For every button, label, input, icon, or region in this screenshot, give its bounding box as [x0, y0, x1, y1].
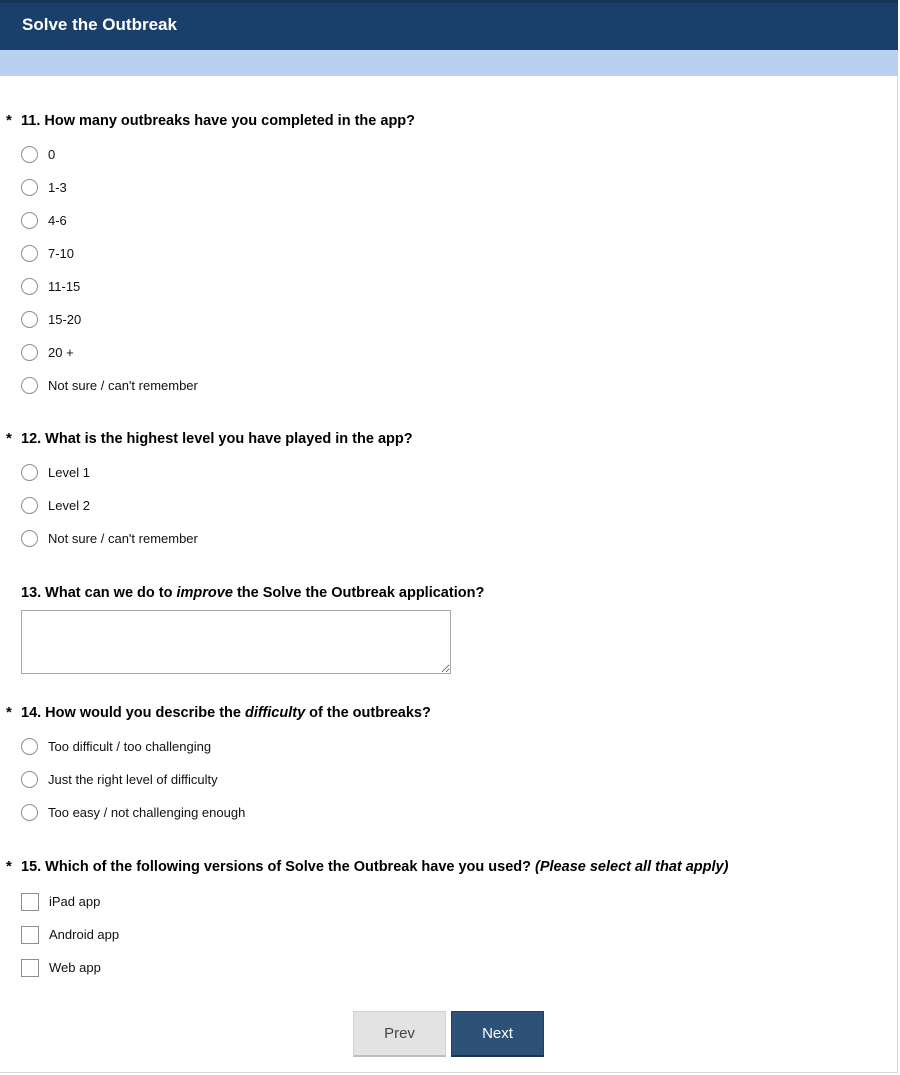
- radio-button[interactable]: [21, 311, 38, 328]
- question-15: [0, 858, 880, 984]
- question-13: [0, 584, 880, 602]
- option-label: Web app: [49, 960, 101, 975]
- q14-option[interactable]: [0, 796, 880, 829]
- required-marker: *: [6, 112, 12, 129]
- option-label: Just the right level of difficulty: [48, 772, 218, 787]
- required-marker: *: [6, 430, 12, 447]
- q12-option[interactable]: [0, 456, 880, 489]
- required-marker: *: [6, 858, 12, 875]
- radio-button[interactable]: [21, 377, 38, 394]
- q11-option[interactable]: [0, 204, 880, 237]
- option-label: 0: [48, 147, 56, 162]
- q11-option[interactable]: [0, 369, 880, 402]
- radio-button[interactable]: [21, 179, 38, 196]
- q12-option[interactable]: [0, 522, 880, 555]
- q11-option[interactable]: [0, 336, 880, 369]
- radio-button[interactable]: [21, 464, 38, 481]
- option-label: 15-20: [48, 312, 82, 327]
- option-label: 7-10: [48, 246, 75, 261]
- radio-button[interactable]: [21, 344, 38, 361]
- checkbox[interactable]: [21, 959, 39, 977]
- option-label: Level 2: [48, 498, 90, 513]
- option-label: 20 +: [48, 345, 74, 360]
- question-12: [0, 430, 880, 555]
- q15-option[interactable]: [0, 951, 880, 984]
- question-11: [0, 112, 880, 402]
- checkbox[interactable]: [21, 893, 39, 911]
- option-label: Too difficult / too challenging: [48, 739, 212, 754]
- next-button[interactable]: Next: [451, 1011, 544, 1057]
- option-label: 1-3: [48, 180, 67, 195]
- q11-option[interactable]: [0, 237, 880, 270]
- option-label: 4-6: [48, 213, 67, 228]
- required-marker: *: [6, 704, 12, 721]
- q11-option[interactable]: [0, 138, 880, 171]
- option-label: Level 1: [48, 465, 90, 480]
- improve-feedback-textarea[interactable]: [21, 610, 451, 674]
- q12-option[interactable]: [0, 489, 880, 522]
- question-12-title: * 12. What is the highest level you have played in the app?: [6, 430, 413, 447]
- q11-option[interactable]: [0, 171, 880, 204]
- checkbox[interactable]: [21, 926, 39, 944]
- radio-button[interactable]: [21, 530, 38, 547]
- question-14-title: * 14. How would you describe the difficulty of the outbreaks?: [6, 704, 431, 721]
- question-14: [0, 704, 880, 829]
- survey-title: Solve the Outbreak: [22, 15, 177, 34]
- option-label: Too easy / not challenging enough: [48, 805, 246, 820]
- progress-bar-strip: [0, 50, 898, 76]
- radio-button[interactable]: [21, 146, 38, 163]
- question-11-title: * 11. How many outbreaks have you completed in the app?: [6, 112, 416, 129]
- prev-button[interactable]: Prev: [353, 1011, 446, 1057]
- option-label: Android app: [49, 927, 120, 942]
- q14-option[interactable]: [0, 730, 880, 763]
- option-label: Not sure / can't remember: [48, 531, 198, 546]
- question-15-title: * 15. Which of the following versions of Solve the Outbreak have you used? (Please select all that apply): [6, 858, 729, 875]
- q15-option[interactable]: [0, 918, 880, 951]
- q14-option[interactable]: [0, 763, 880, 796]
- radio-button[interactable]: [21, 278, 38, 295]
- q15-option[interactable]: [0, 885, 880, 918]
- q11-option[interactable]: [0, 303, 880, 336]
- header-bar: [0, 0, 898, 50]
- radio-button[interactable]: [21, 804, 38, 821]
- radio-button[interactable]: [21, 245, 38, 262]
- radio-button[interactable]: [21, 771, 38, 788]
- radio-button[interactable]: [21, 497, 38, 514]
- radio-button[interactable]: [21, 212, 38, 229]
- question-13-title: 13. What can we do to improve the Solve the Outbreak application?: [21, 585, 485, 601]
- option-label: Not sure / can't remember: [48, 378, 198, 393]
- option-label: 11-15: [48, 279, 81, 294]
- option-label: iPad app: [49, 894, 101, 909]
- radio-button[interactable]: [21, 738, 38, 755]
- q11-option[interactable]: [0, 270, 880, 303]
